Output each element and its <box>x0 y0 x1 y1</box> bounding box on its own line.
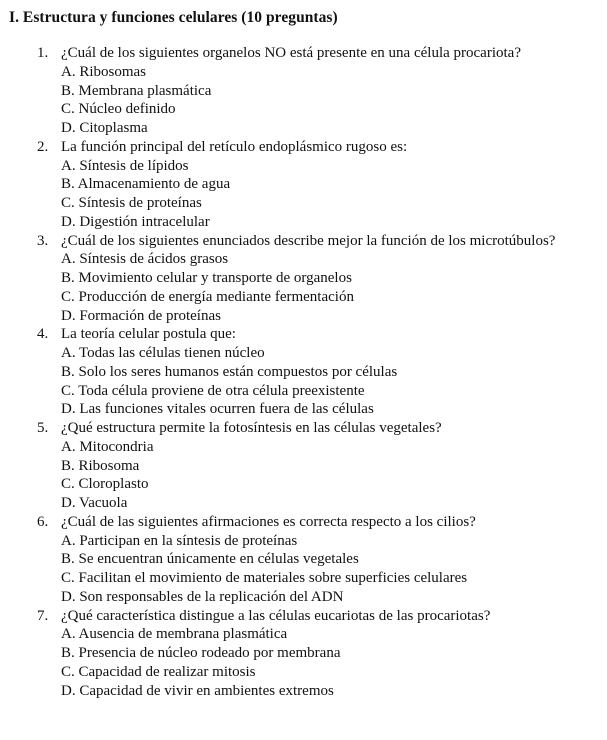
question-number: 3. <box>37 232 49 249</box>
option-d: D. Son responsables de la replicación del ADN <box>61 588 344 605</box>
question-text: La función principal del retículo endoplásmico rugoso es: <box>61 138 408 155</box>
option-b: B. Movimiento celular y transporte de organelos <box>61 270 352 286</box>
option-c: C. Síntesis de proteínas <box>61 195 202 211</box>
option-c: C. Producción de energía mediante fermentación <box>61 288 354 305</box>
option-b: B. Se encuentran únicamente en células vegetales <box>61 551 359 568</box>
question-text: ¿Cuál de los siguientes organelos NO está presente en una célula procariota? <box>61 45 521 61</box>
question-text: ¿Cuál de las siguientes afirmaciones es correcta respecto a los cilios? <box>61 513 476 530</box>
question-1 <box>0 44 607 138</box>
option-d: D. Formación de proteínas <box>61 307 221 324</box>
option-a: A. Ribosomas <box>61 63 147 80</box>
question-number: 2. <box>37 138 49 155</box>
question-7 <box>0 607 607 701</box>
option-c: C. Capacidad de realizar mitosis <box>61 663 256 680</box>
question-text: ¿Qué característica distingue a las células eucariotas de las procariotas? <box>61 607 491 624</box>
option-a: A. Mitocondria <box>61 438 154 455</box>
option-b: B. Ribosoma <box>61 457 140 474</box>
option-d: D. Digestión intracelular <box>61 213 210 230</box>
question-list <box>0 44 607 700</box>
question-number: 1. <box>37 45 49 61</box>
option-a: A. Síntesis de ácidos grasos <box>61 251 229 268</box>
section-title: I. Estructura y funciones celulares (10 preguntas) <box>9 9 338 26</box>
option-b: B. Membrana plasmática <box>61 82 212 99</box>
question-number: 7. <box>37 607 49 624</box>
option-a: A. Síntesis de lípidos <box>61 157 189 174</box>
question-6 <box>0 513 607 607</box>
question-4 <box>0 325 607 419</box>
option-d: D. Vacuola <box>61 495 128 511</box>
option-c: C. Toda célula proviene de otra célula preexistente <box>61 382 365 399</box>
option-a: A. Ausencia de membrana plasmática <box>61 626 288 643</box>
question-number: 5. <box>37 420 49 436</box>
question-5 <box>0 419 607 513</box>
option-b: B. Solo los seres humanos están compuestos por células <box>61 363 398 380</box>
question-number: 4. <box>37 326 49 343</box>
question-text: La teoría celular postula que: <box>61 326 236 343</box>
option-b: B. Almacenamiento de agua <box>61 176 231 193</box>
option-c: C. Cloroplasto <box>61 476 149 493</box>
question-3 <box>0 232 607 326</box>
option-d: D. Capacidad de vivir en ambientes extremos <box>61 682 334 699</box>
question-2 <box>0 138 607 232</box>
option-c: C. Núcleo definido <box>61 101 176 118</box>
option-a: A. Todas las células tienen núcleo <box>61 345 265 361</box>
option-a: A. Participan en la síntesis de proteínas <box>61 532 298 549</box>
option-b: B. Presencia de núcleo rodeado por membrana <box>61 645 341 661</box>
option-c: C. Facilitan el movimiento de materiales sobre superficies celulares <box>61 570 468 586</box>
option-d: D. Las funciones vitales ocurren fuera de las células <box>61 401 374 418</box>
question-number: 6. <box>37 513 49 530</box>
question-text: ¿Cuál de los siguientes enunciados describe mejor la función de los microtúbulos? <box>61 232 556 249</box>
question-text: ¿Qué estructura permite la fotosíntesis en las células vegetales? <box>61 420 442 436</box>
option-d: D. Citoplasma <box>61 120 148 136</box>
